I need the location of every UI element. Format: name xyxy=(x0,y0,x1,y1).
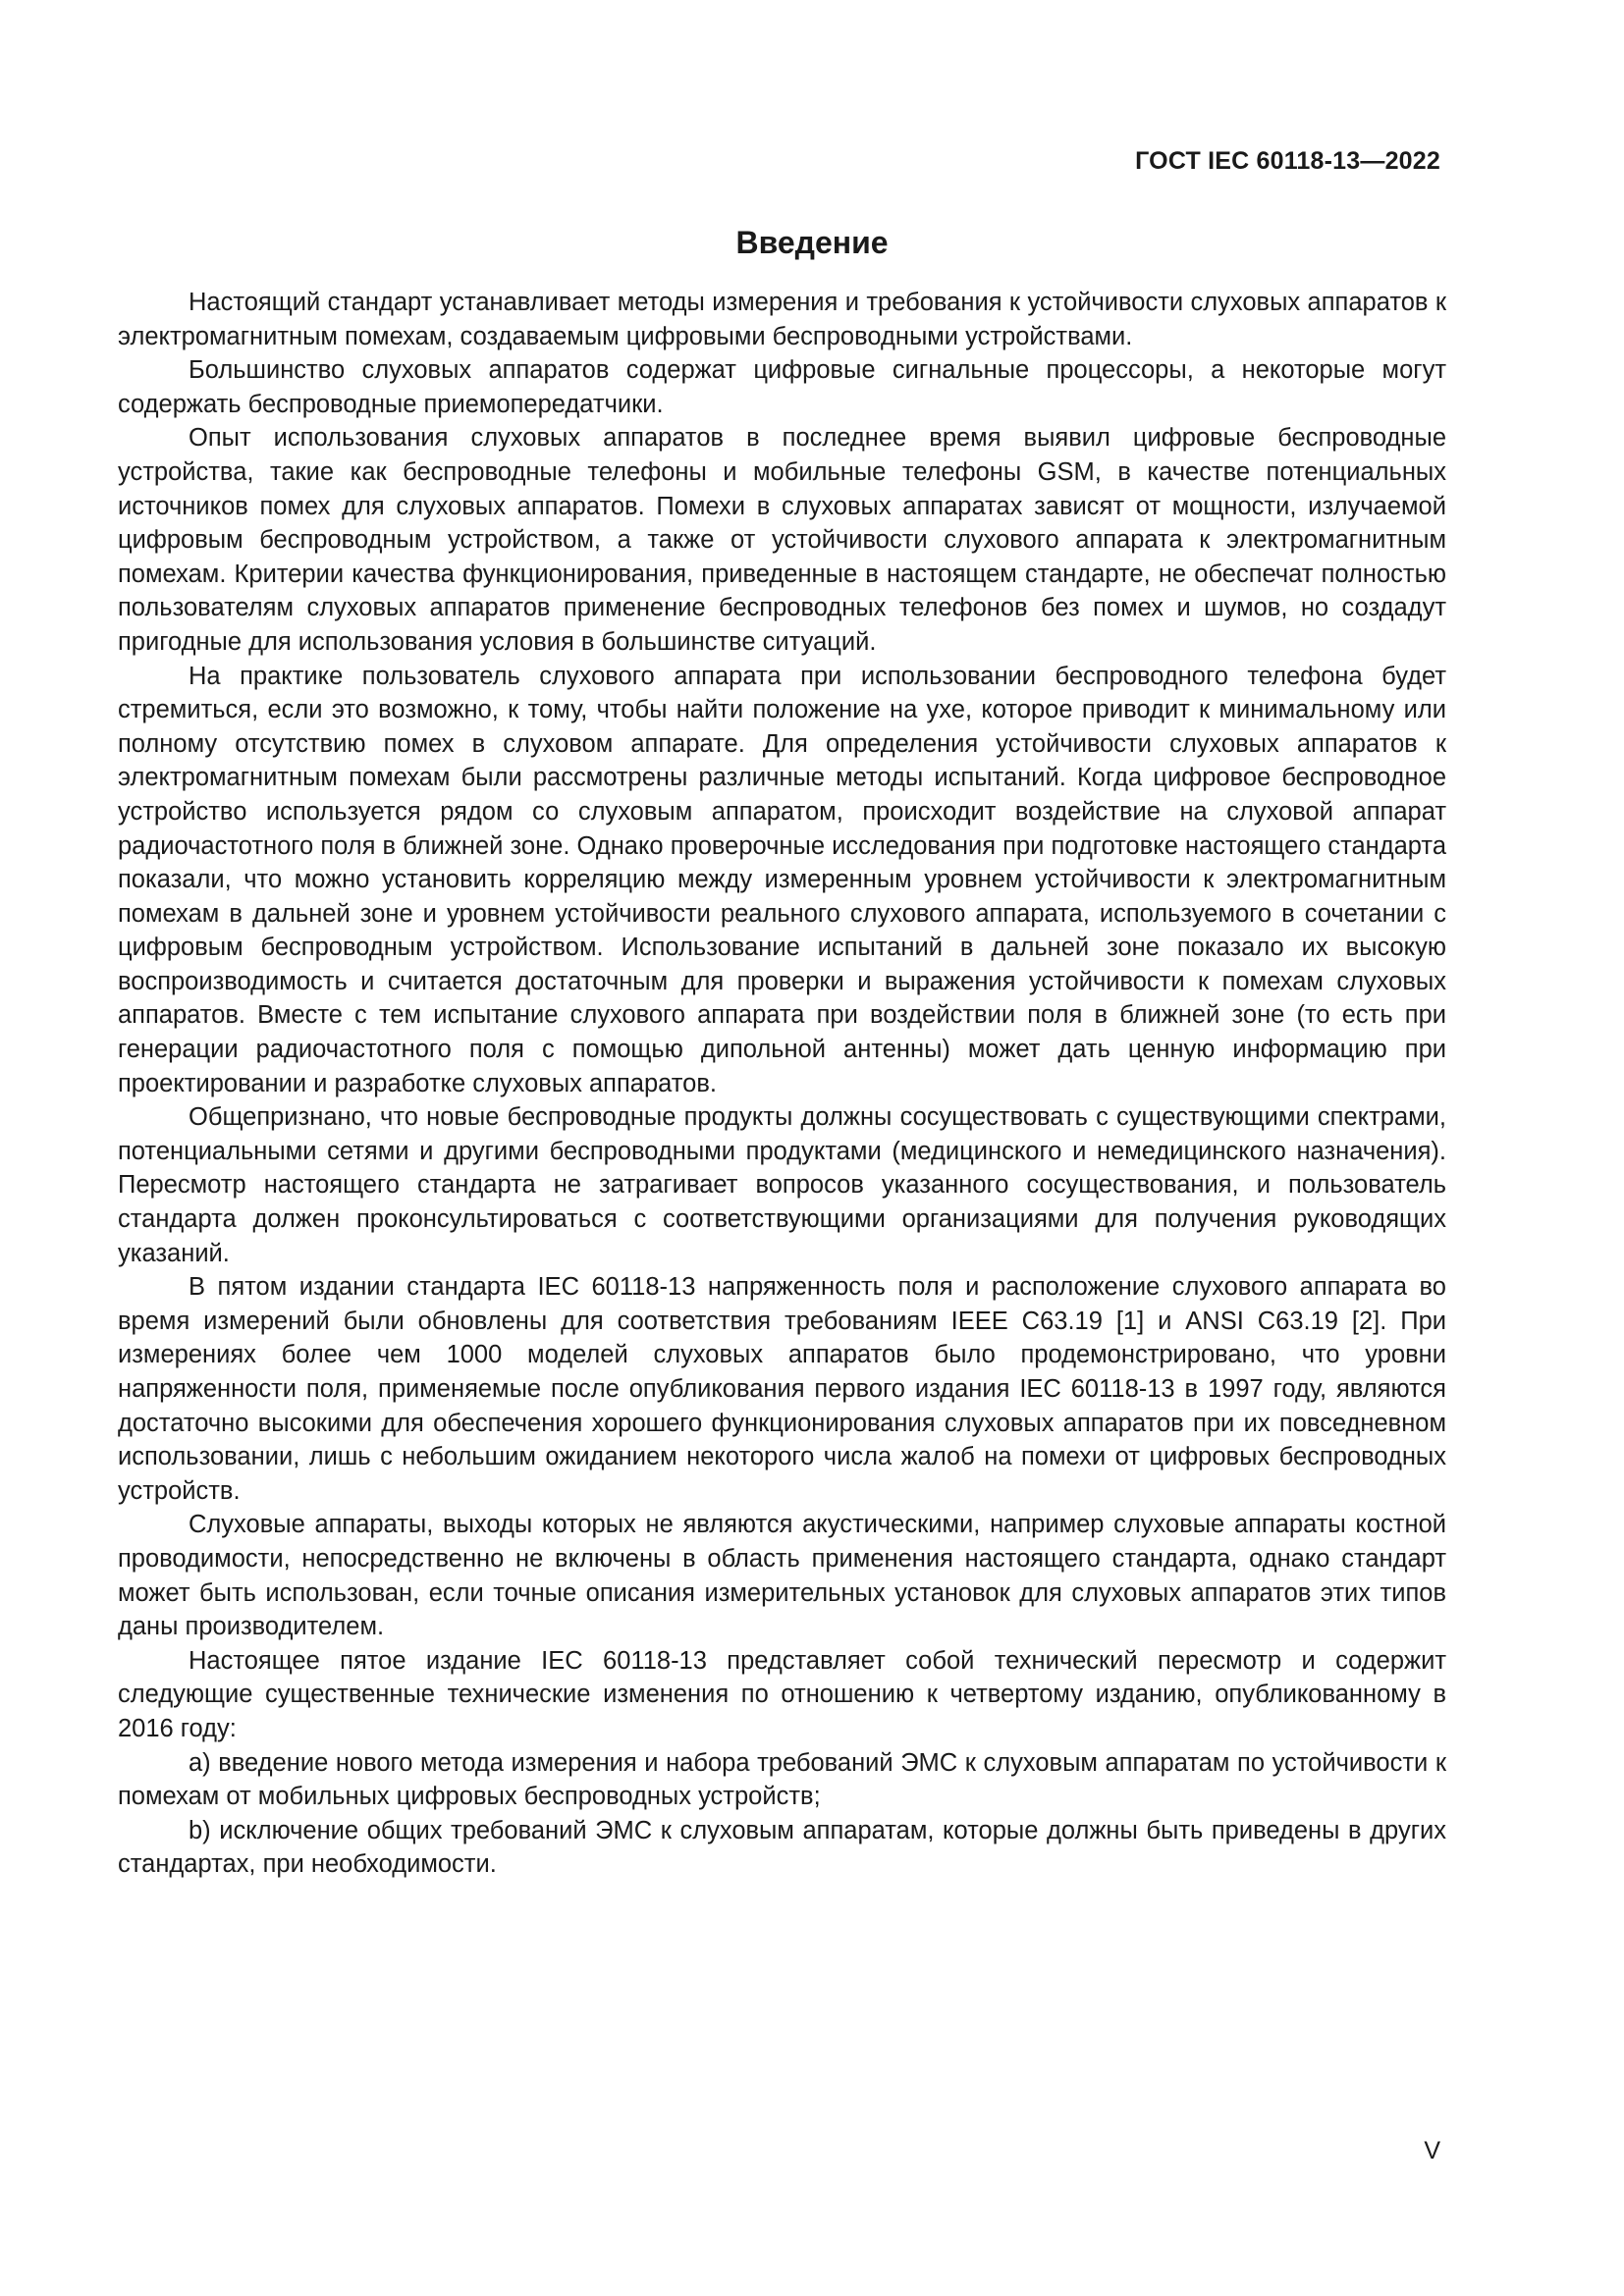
paragraph: Настоящее пятое издание IEC 60118-13 представляет собой технический пересмотр и содержит следующие существенные технические изменения по отношению к четвертому изданию, опубликованному в 2016 году: xyxy=(118,1646,1446,1742)
page-number: V xyxy=(1424,2137,1440,2164)
list-item-a: a) введение нового метода измерения и набора требований ЭМС к слуховым аппаратам по устойчивости к помехам от мобильных цифровых беспроводных устройств; xyxy=(118,1748,1446,1811)
paragraph: Настоящий стандарт устанавливает методы измерения и требования к устойчивости слуховых аппаратов к электромагнитным помехам, создаваемым цифровыми беспроводными устройствами. xyxy=(118,289,1446,350)
paragraph: Большинство слуховых аппаратов содержат цифровые сигнальные процессоры, а некоторые могут содержать беспроводные приемопередатчики. xyxy=(118,356,1446,418)
paragraph: Слуховые аппараты, выходы которых не являются акустическими, например слуховые аппараты костной проводимости, непосредственно не включены в область применения настоящего стандарта, однако стандарт может быть использован, если точные описания измерительных установок для слуховых аппаратов этих типов даны производителем. xyxy=(118,1511,1446,1641)
introduction-body xyxy=(118,286,1446,1882)
paragraph: В пятом издании стандарта IEC 60118-13 напряженность поля и расположение слухового аппарата во время измерений были обновлены для соответствия требованиям IEEE C63.19 [1] и ANSI C63.19 [2]. При измерениях более чем 1000 моделей слуховых аппаратов было продемонстрировано, что уровни напряженности поля, применяемые после опубликования первого издания IEC 60118-13 в 1997 году, являются достаточно высокими для обеспечения хорошего функционирования слуховых аппаратов при их повседневном использовании, лишь с небольшим ожиданием некоторого числа жалоб на помехи от цифровых беспроводных устройств. xyxy=(118,1273,1446,1505)
document-code-header: ГОСТ IEC 60118-13—2022 xyxy=(1135,147,1440,175)
paragraph: Опыт использования слуховых аппаратов в последнее время выявил цифровые беспроводные устройства, такие как беспроводные телефоны и мобильные телефоны GSM, в качестве потенциальных источников помех для слуховых аппаратов. Помехи в слуховых аппаратах зависят от мощности, излучаемой цифровым беспроводным устройством, а также от устойчивости слухового аппарата к электромагнитным помехам. Критерии качества функционирования, приведенные в настоящем стандарте, не обеспечат полностью пользователям слуховых аппаратов применение беспроводных телефонов без помех и шумов, но создадут пригодные для использования условия в большинстве ситуаций. xyxy=(118,424,1446,656)
paragraph: Общепризнано, что новые беспроводные продукты должны сосуществовать с существующими спектрами, потенциальными сетями и другими беспроводными продуктами (медицинского и немедицинского назначения). Пересмотр настоящего стандарта не затрагивает вопросов указанного сосуществования, и пользователь стандарта должен проконсультироваться с соответствующими организациями для получения руководящих указаний. xyxy=(118,1103,1446,1267)
section-title: Введение xyxy=(735,225,889,260)
list-item-b: b) исключение общих требований ЭМС к слуховым аппаратам, которые должны быть приведены в других стандартах, при необходимости. xyxy=(118,1816,1446,1879)
paragraph: На практике пользователь слухового аппарата при использовании беспроводного телефона будет стремиться, если это возможно, к тому, чтобы найти положение на ухе, которое приводит к минимальному или полному отсутствию помех в слуховом аппарате. Для определения устойчивости слуховых аппаратов к электромагнитным помехам были рассмотрены различные методы испытаний. Когда цифровое беспроводное устройство используется рядом со слуховым аппаратом, происходит воздействие на слуховой аппарат радиочастотного поля в ближней зоне. Однако проверочные исследования при подготовке настоящего стандарта показали, что можно установить корреляцию между измеренным уровнем устойчивости к электромагнитным помехам в дальней зоне и уровнем устойчивости реального слухового аппарата, используемого в сочетании с цифровым беспроводным устройством. Использование испытаний в дальней зоне показало их высокую воспроизводимость и считается достаточным для проверки и выражения устойчивости к помехам слуховых аппаратов. Вместе с тем испытание слухового аппарата при воздействии поля в ближней зоне (то есть при генерации радиочастотного поля с помощью дипольной антенны) может дать ценную информацию при проектировании и разработке слуховых аппаратов. xyxy=(118,662,1446,1097)
